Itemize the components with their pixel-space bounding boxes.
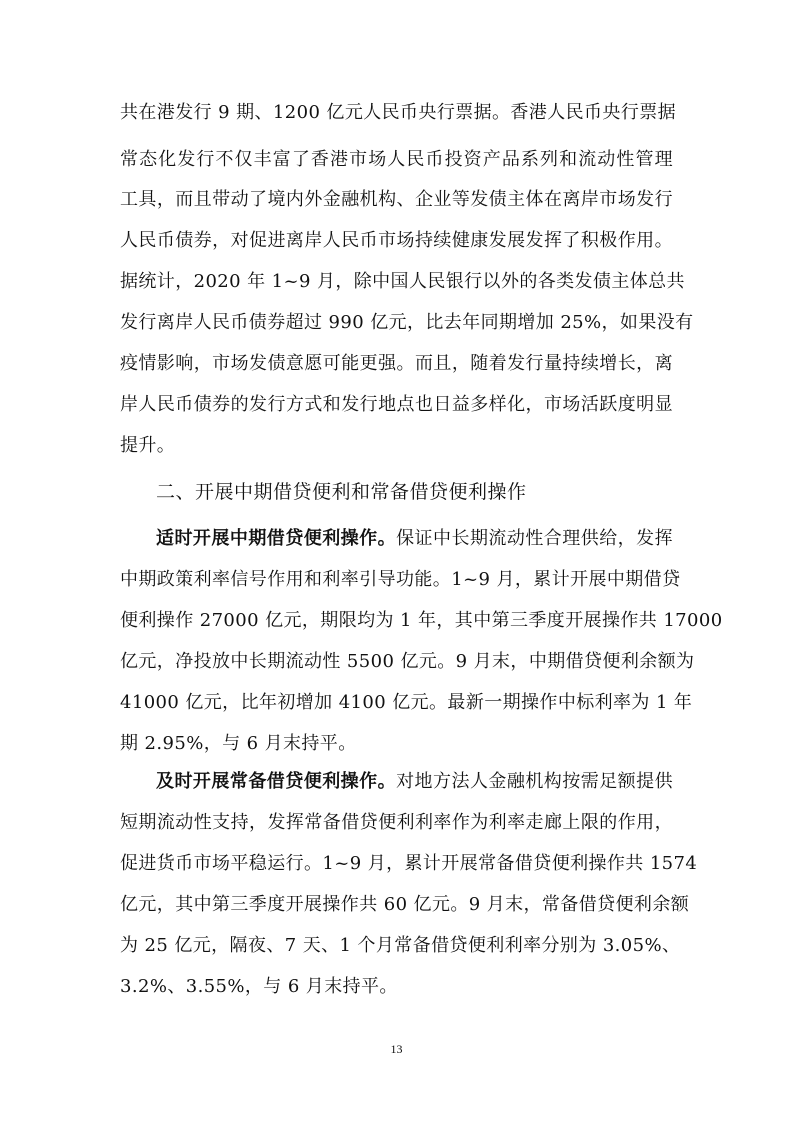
text-line: 据统计，2020 年 1~9 月，除中国人民银行以外的各类发债主体总共 [120,271,685,292]
text-line: 促进货币市场平稳运行。1~9 月，累计开展常备借贷便利操作共 1574 [120,853,698,874]
text-line: 岸人民币债券的发行方式和发行地点也日益多样化，市场活跃度明显 [120,394,673,415]
text-line: 人民币债券，对促进离岸人民币市场持续健康发展发挥了积极作用。 [120,230,673,251]
paragraph-lead: 及时开展常备借贷便利操作。 [156,771,397,792]
text-line: 便利操作 27000 亿元，期限均为 1 年，其中第三季度开展操作共 17000 [120,610,723,631]
text-line: 疫情影响，市场发债意愿可能更强。而且，随着发行量持续增长，离 [120,353,673,374]
text-line: 共在港发行 9 期、1200 亿元人民币央行票据。香港人民币央行票据 [120,102,677,123]
text-line: 为 25 亿元，隔夜、7 天、1 个月常备借贷便利利率分别为 3.05%、 [120,935,681,956]
text-line: 期 2.95%，与 6 月末持平。 [120,733,357,754]
text-line [156,527,673,551]
text-line: 常态化发行不仅丰富了香港市场人民币投资产品系列和流动性管理 [120,149,673,170]
paragraph-text: 对地方法人金融机构按需足额提供 [396,771,674,792]
text-line: 亿元，其中第三季度开展操作共 60 亿元。9 月末，常备借贷便利余额 [120,894,690,915]
paragraph-text: 保证中长期流动性合理供给，发挥 [396,528,674,549]
paragraph-lead: 适时开展中期借贷便利操作。 [156,528,397,549]
text-line: 发行离岸人民币债券超过 990 亿元，比去年同期增加 25%，如果没有 [120,312,694,333]
text-line: 短期流动性支持，发挥常备借贷便利利率作为利率走廊上限的作用， [120,812,673,833]
section-heading: 二、开展中期借贷便利和常备借贷便利操作 [156,481,527,503]
text-line: 工具，而且带动了境内外金融机构、企业等发债主体在离岸市场发行 [120,189,673,210]
text-line: 中期政策利率信号作用和利率引导功能。1~9 月，累计开展中期借贷 [120,569,681,590]
text-line: 提升。 [120,435,176,456]
text-line: 41000 亿元，比年初增加 4100 亿元。最新一期操作中标利率为 1 年 [120,692,693,713]
text-line: 3.2%、3.55%，与 6 月末持平。 [120,976,398,997]
text-line [156,770,673,794]
text-line: 亿元，净投放中长期流动性 5500 亿元。9 月末，中期借贷便利余额为 [120,651,695,672]
page-number: 13 [390,1042,403,1056]
